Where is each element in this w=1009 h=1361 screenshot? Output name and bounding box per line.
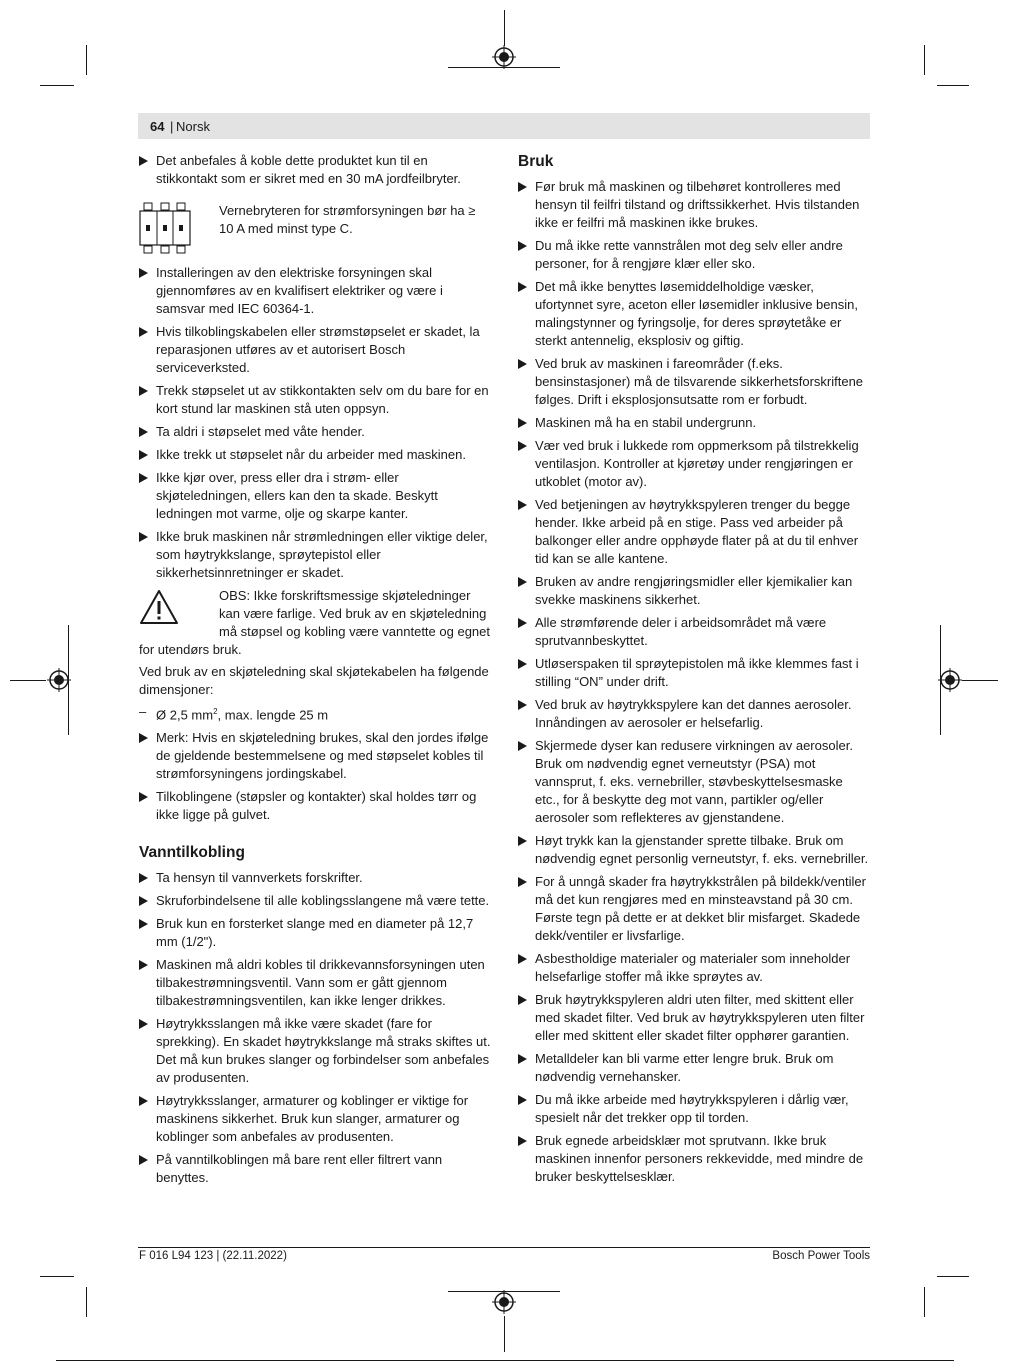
list-item: Ikke bruk maskinen når strømledningen eller viktige deler, som høytrykkslange, sprøytepistol eller sikkerhetsinnretninger er skadet.: [139, 528, 491, 582]
list-item: Ikke kjør over, press eller dra i strøm- eller skjøteledningen, ellers kan den ta skade. Beskytt ledningen mot varme, olje og skarpe kanter.: [139, 469, 491, 523]
bullet-arrow-icon: [139, 427, 148, 437]
list-item: Ikke trekk ut støpselet når du arbeider med maskinen.: [139, 446, 491, 464]
bullet-arrow-icon: [518, 954, 527, 964]
section-heading-water: Vanntilkobling: [139, 844, 245, 862]
bullet-arrow-icon: [139, 386, 148, 396]
list-item: Du må ikke rette vannstrålen mot deg selv eller andre personer, for å rengjøre klær eller sko.: [518, 237, 870, 273]
crop-mark: [924, 45, 925, 75]
bullet-arrow-icon: [518, 877, 527, 887]
crop-mark: [40, 85, 74, 86]
bullet-arrow-icon: [139, 156, 148, 166]
fuse-note: [139, 202, 491, 260]
list-item: Høytrykksslangen må ikke være skadet (fare for sprekking). En skadet høytrykkslange må straks skiftes ut. Det må kun brukes slanger og forbindelser som anbefales av produsenten.: [139, 1015, 491, 1087]
list-item: Det anbefales å koble dette produktet kun til en stikkontakt som er sikret med en 30 mA jordfeilbryter.: [139, 152, 491, 188]
bullet-arrow-icon: [518, 577, 527, 587]
registration-mark-icon: [492, 45, 516, 69]
bullet-arrow-icon: [518, 995, 527, 1005]
crop-mark: [937, 85, 969, 86]
list-item: Bruk kun en forsterket slange med en diameter på 12,7 mm (1/2").: [139, 915, 491, 951]
bullet-arrow-icon: [139, 873, 148, 883]
bullet-arrow-icon: [518, 659, 527, 669]
bullet-arrow-icon: [139, 327, 148, 337]
header-language: Norsk: [176, 119, 210, 134]
bullet-arrow-icon: [518, 359, 527, 369]
list-item: For å unngå skader fra høytrykkstrålen på bildekk/ventiler må det kun rengjøres med en minsteavstand på 30 cm. Første tegn på dette er at dekket blir misfarget. Skadede dekk/ventiler er livsfarlige.: [518, 873, 870, 945]
bullet-arrow-icon: [139, 268, 148, 278]
fuse-note-text: Vernebryteren for strømforsyningen bør ha ≥ 10 A med minst type C.: [219, 203, 476, 236]
crop-mark: [937, 1276, 969, 1277]
list-item: Ta aldri i støpselet med våte hender.: [139, 423, 491, 441]
dash-mark: –: [139, 704, 147, 719]
list-item: Maskinen må ha en stabil undergrunn.: [518, 414, 870, 432]
footer-brand: Bosch Power Tools: [772, 1250, 870, 1262]
bullet-arrow-icon: [518, 836, 527, 846]
list-item: Skjermede dyser kan redusere virkningen av aerosoler. Bruk om nødvendig egnet verneutstyr (PSA) mot vannsprut, f. eks. vernebriller, støvbeskyttelsesmaske etc., for å beskytte deg mot vann, partikler og/eller aerosoler som reflekteres av gjenstandene.: [518, 737, 870, 827]
bullet-arrow-icon: [518, 618, 527, 628]
bullet-arrow-icon: [139, 1155, 148, 1165]
list-item: Høytrykksslanger, armaturer og koblinger er viktige for maskinens sikkerhet. Bruk kun slanger, armaturer og koblinger som anbefales av produsenten.: [139, 1092, 491, 1146]
crop-mark: [924, 1287, 925, 1317]
bullet-arrow-icon: [139, 733, 148, 743]
list-item: Før bruk må maskinen og tilbehøret kontrolleres med hensyn til feilfri tilstand og driftssikkerhet. Hvis tilstanden ikke er feilfri må maskinen ikke brukes.: [518, 178, 870, 232]
superscript: 2: [213, 707, 218, 716]
bullet-arrow-icon: [139, 960, 148, 970]
list-item: Trekk støpselet ut av stikkontakten selv om du bare for en kort stund lar maskinen stå uten oppsyn.: [139, 382, 491, 418]
bullet-arrow-icon: [139, 1096, 148, 1106]
list-item: Ved betjeningen av høytrykkspyleren trenger du begge hender. Ikke arbeid på en stige. Pass ved arbeider på balkonger eller andre opphøyde flater på at du til enhver tid kan se alle kantene.: [518, 496, 870, 568]
crop-mark: [86, 45, 87, 75]
bullet-arrow-icon: [518, 282, 527, 292]
list-item: Bruken av andre rengjøringsmidler eller kjemikalier kan svekke maskinens sikkerhet.: [518, 573, 870, 609]
bullet-arrow-icon: [518, 182, 527, 192]
bullet-arrow-icon: [518, 500, 527, 510]
list-item: Det må ikke benyttes løsemiddelholdige væsker, ufortynnet syre, aceton eller løsemidler inklusive bensin, malingstynner og fyringsolje, for deres sprøytetåke er sterkt antennelig, eksplosiv og giftig.: [518, 278, 870, 350]
list-item: Du må ikke arbeide med høytrykkspyleren i dårlig vær, spesielt når det trekker opp til torden.: [518, 1091, 870, 1127]
list-item: Høyt trykk kan la gjenstander sprette tilbake. Bruk om nødvendig egnet personlig verneutstyr, f. eks. vernebriller.: [518, 832, 870, 868]
footer-rule: [138, 1247, 870, 1248]
list-item: Metalldeler kan bli varme etter lengre bruk. Bruk om nødvendig vernehansker.: [518, 1050, 870, 1086]
bullet-arrow-icon: [139, 532, 148, 542]
list-item: Ta hensyn til vannverkets forskrifter.: [139, 869, 491, 887]
page-header: [138, 113, 870, 139]
list-item: Ved bruk av maskinen i fareområder (f.eks. bensinstasjoner) må de tilsvarende sikkerhetsforskriftene følges. Drift i eksplosjonsutsatte rom er forbudt.: [518, 355, 870, 409]
bullet-arrow-icon: [518, 441, 527, 451]
list-item: Hvis tilkoblingskabelen eller strømstøpselet er skadet, la reparasjonen utføres av et autorisert Bosch serviceverksted.: [139, 323, 491, 377]
right-column: [518, 152, 870, 1191]
bullet-arrow-icon: [139, 473, 148, 483]
left-column: [139, 152, 491, 1192]
registration-mark-icon: [938, 668, 962, 692]
registration-mark-icon: [492, 1290, 516, 1314]
crop-mark: [10, 680, 46, 681]
bullet-arrow-icon: [139, 450, 148, 460]
list-item: Merk: Hvis en skjøteledning brukes, skal den jordes ifølge de gjeldende bestemmelsene og med støpselet kobles til strømforsyningens jordingskabel.: [139, 729, 491, 783]
bullet-arrow-icon: [518, 1136, 527, 1146]
header-separator: |: [170, 119, 174, 134]
bullet-arrow-icon: [139, 792, 148, 802]
bullet-arrow-icon: [139, 896, 148, 906]
bullet-arrow-icon: [518, 741, 527, 751]
list-item: Maskinen må aldri kobles til drikkevannsforsyningen uten tilbakestrømningsventil. Vann som er gått gjennom tilbakestrømningsventilen, kan ikke lenger drikkes.: [139, 956, 491, 1010]
crop-mark: [504, 1316, 505, 1352]
bullet-arrow-icon: [518, 1054, 527, 1064]
list-item: Skruforbindelsene til alle koblingsslangene må være tette.: [139, 892, 491, 910]
section-heading-use: Bruk: [518, 153, 554, 170]
extension-paragraph: Ved bruk av en skjøteledning skal skjøtekabelen ha følgende dimensjoner:: [139, 664, 489, 697]
bullet-arrow-icon: [518, 700, 527, 710]
warning-note: [139, 587, 491, 659]
list-item: Alle strømførende deler i arbeidsområdet må være sprutvannbeskyttet.: [518, 614, 870, 650]
warning-text: OBS: Ikke forskriftsmessige skjøteledninger kan være farlige. Ved bruk av en skjøteledning må støpsel og kobling være vanntette og egnet: [219, 588, 490, 639]
bullet-arrow-icon: [139, 919, 148, 929]
bullet-arrow-icon: [518, 1095, 527, 1105]
bullet-arrow-icon: [518, 418, 527, 428]
page-number: 64: [150, 119, 165, 134]
footer-doc-id: F 016 L94 123 | (22.11.2022): [139, 1250, 287, 1262]
warning-triangle-icon: [139, 589, 179, 625]
list-item: Utløserspaken til sprøytepistolen må ikke klemmes fast i stilling “ON” under drift.: [518, 655, 870, 691]
bullet-arrow-icon: [139, 1019, 148, 1029]
list-item: Asbestholdige materialer og materialer som inneholder helsefarlige stoffer må ikke sprøytes av.: [518, 950, 870, 986]
list-item: – Ø 2,5 $mm^2$, max. lengde 25 m: [139, 704, 329, 723]
crop-mark: [504, 10, 505, 46]
list-item: Bruk egnede arbeidsklær mot sprutvann. Ikke bruk maskinen innenfor personers rekkevidde, med mindre de bruker beskyttelsesklær.: [518, 1132, 870, 1186]
list-item: Tilkoblingene (støpsler og kontakter) skal holdes tørr og ikke ligge på gulvet.: [139, 788, 491, 824]
crop-mark: [40, 1276, 74, 1277]
list-item: Vær ved bruk i lukkede rom oppmerksom på tilstrekkelig ventilasjon. Kontroller at kjøretøy under rengjøringen er utkoblet (motor av).: [518, 437, 870, 491]
list-item: Bruk høytrykkspyleren aldri uten filter, med skittent eller med skadet filter. Ved bruk av høytrykkspyleren uten filter eller med skittent eller skadet filter opphører garantien.: [518, 991, 870, 1045]
warning-text-tail: for utendørs bruk.: [139, 642, 242, 657]
list-item: Installeringen av den elektriske forsyningen skal gjennomføres av en kvalifisert elektriker og være i samsvar med IEC 60364-1.: [139, 264, 491, 318]
registration-mark-icon: [47, 668, 71, 692]
list-item: På vanntilkoblingen må bare rent eller filtrert vann benyttes.: [139, 1151, 491, 1187]
bullet-arrow-icon: [518, 241, 527, 251]
crop-mark: [962, 680, 998, 681]
circuit-breaker-icon: [139, 202, 191, 254]
list-item: Ved bruk av høytrykkspylere kan det dannes aerosoler. Innåndingen av aerosoler er helsefarlig.: [518, 696, 870, 732]
crop-mark: [86, 1287, 87, 1317]
